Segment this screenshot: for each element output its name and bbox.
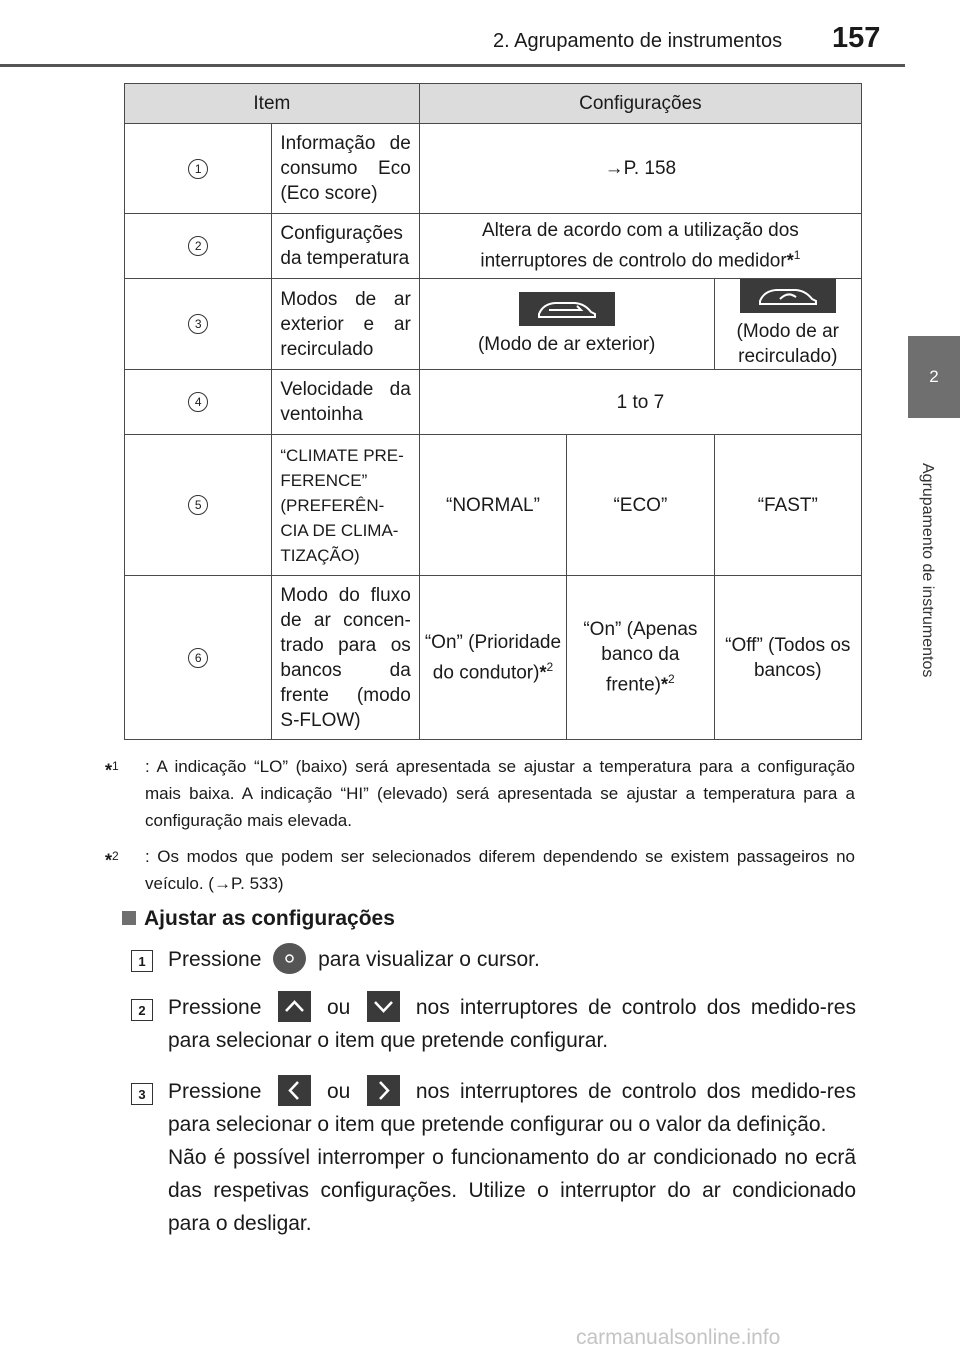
column-header-settings: Configurações — [419, 84, 861, 124]
option-cell — [419, 576, 566, 740]
header-rule — [0, 64, 905, 67]
table-row — [125, 370, 862, 435]
row-number: 1 — [188, 159, 208, 179]
outside-air-mode-icon — [519, 292, 615, 326]
step-3: Pressione ou nos interruptores de controlo dos medido-res para selecionar o item que pretende configurar ou o valor da definição. Não é possível interromper o funcionamento do ar condicionado no ecrã das respetivas configurações. Utilize o interruptor do ar condicionado para o desligar. — [168, 1075, 856, 1240]
chapter-tab-label: Agrupamento de instrumentos — [919, 462, 936, 678]
row-number: 6 — [188, 648, 208, 668]
table-header-row — [125, 84, 862, 124]
section-title: Ajustar as configurações — [122, 907, 395, 931]
row-item: Modos de ar exterior e ar recirculado — [272, 279, 419, 370]
section-bullet-icon — [122, 911, 136, 925]
chevron-down-icon — [367, 991, 400, 1022]
row-number: 3 — [188, 314, 208, 334]
chapter-tab: 2 — [908, 336, 960, 418]
option-label: (Modo de ar recirculado) — [736, 321, 839, 367]
row-value: 1 to 7 — [419, 370, 861, 435]
row-number: 2 — [188, 236, 208, 256]
step-2: Pressione ou nos interruptores de controlo dos medido-res para selecionar o item que pretende configurar. — [168, 991, 856, 1057]
page-number: 157 — [832, 22, 881, 54]
recirculated-air-mode-icon — [740, 279, 836, 313]
table-row — [125, 576, 862, 740]
row-item: Velocidade da ventoinha — [272, 370, 419, 435]
chevron-up-icon — [278, 991, 311, 1022]
chevron-right-icon — [367, 1075, 400, 1106]
step-number: 2 — [131, 999, 153, 1021]
option-cell — [714, 279, 861, 370]
option-label: “Off” (Todos os bancos) — [714, 576, 861, 740]
option-cell — [567, 576, 714, 740]
step-1: Pressione para visualizar o cursor. — [168, 943, 856, 976]
footnote-asterisk: * — [786, 250, 794, 271]
ok-button-icon — [273, 943, 306, 974]
row-value-cell — [419, 214, 861, 279]
step-number: 1 — [131, 950, 153, 972]
option-label: (Modo de ar exterior) — [477, 333, 656, 355]
table-row — [125, 214, 862, 279]
column-header-item: Item — [125, 84, 420, 124]
table-row — [125, 124, 862, 214]
footnote-asterisk: * — [539, 662, 547, 683]
footnote — [105, 843, 855, 897]
footnote-ref: 2 — [546, 659, 554, 674]
settings-table — [124, 83, 862, 740]
footnote-ref: 2 — [667, 672, 675, 687]
row-value: →P. 158 — [419, 124, 861, 214]
footnote-ref: 1 — [793, 248, 801, 263]
running-header-title: 2. Agrupamento de instrumentos — [493, 30, 783, 52]
option-label: “On” (Apenas banco da frente) — [583, 619, 698, 696]
row-item: Configurações da temperatura — [272, 214, 419, 279]
row-item: Informação de consumo Eco (Eco score) — [272, 124, 419, 214]
footnote-text: : Os modos que podem ser selecionados diferem dependendo se existem passageiros no veículo. (→P. 533) — [145, 847, 855, 893]
row-item: Modo do fluxo de ar concen-trado para os bancos da frente (modo S-FLOW) — [272, 576, 419, 740]
table-row — [125, 435, 862, 576]
footnote — [105, 753, 855, 834]
option-label: “ECO” — [567, 435, 714, 576]
watermark: carmanualsonline.info — [576, 1326, 781, 1349]
option-label: “NORMAL” — [419, 435, 566, 576]
chevron-left-icon — [278, 1075, 311, 1106]
row-number: 4 — [188, 392, 208, 412]
footnote-asterisk: * — [660, 674, 668, 695]
footnote-marker: *$^1$ — [105, 759, 119, 781]
step-note: Não é possível interromper o funcionamento do ar condicionado no ecrã das respetivas configurações. Utilize o interruptor do ar condicionado para o desligar. — [168, 1146, 856, 1235]
row-value: Altera de acordo com a utilização dos interruptores de controlo do medidor — [480, 220, 799, 272]
footnote-marker: *$^2$ — [105, 849, 119, 871]
option-label: “FAST” — [714, 435, 861, 576]
option-cell — [419, 279, 714, 370]
footnote-text: : A indicação “LO” (baixo) será apresentada se ajustar a temperatura para a configuração mais baixa. A indicação “HI” (elevado) será apresentada se ajustar a temperatura para a configuração mais elevada. — [145, 757, 855, 830]
step-number: 3 — [131, 1083, 153, 1105]
table-row — [125, 279, 862, 370]
option-label: “On” (Prioridade do condutor) — [424, 631, 562, 684]
row-item: “CLIMATE PRE-FERENCE” (PREFERÊN-CIA DE CLIMA-TIZAÇÃO) — [272, 435, 419, 576]
row-number: 5 — [188, 495, 208, 515]
